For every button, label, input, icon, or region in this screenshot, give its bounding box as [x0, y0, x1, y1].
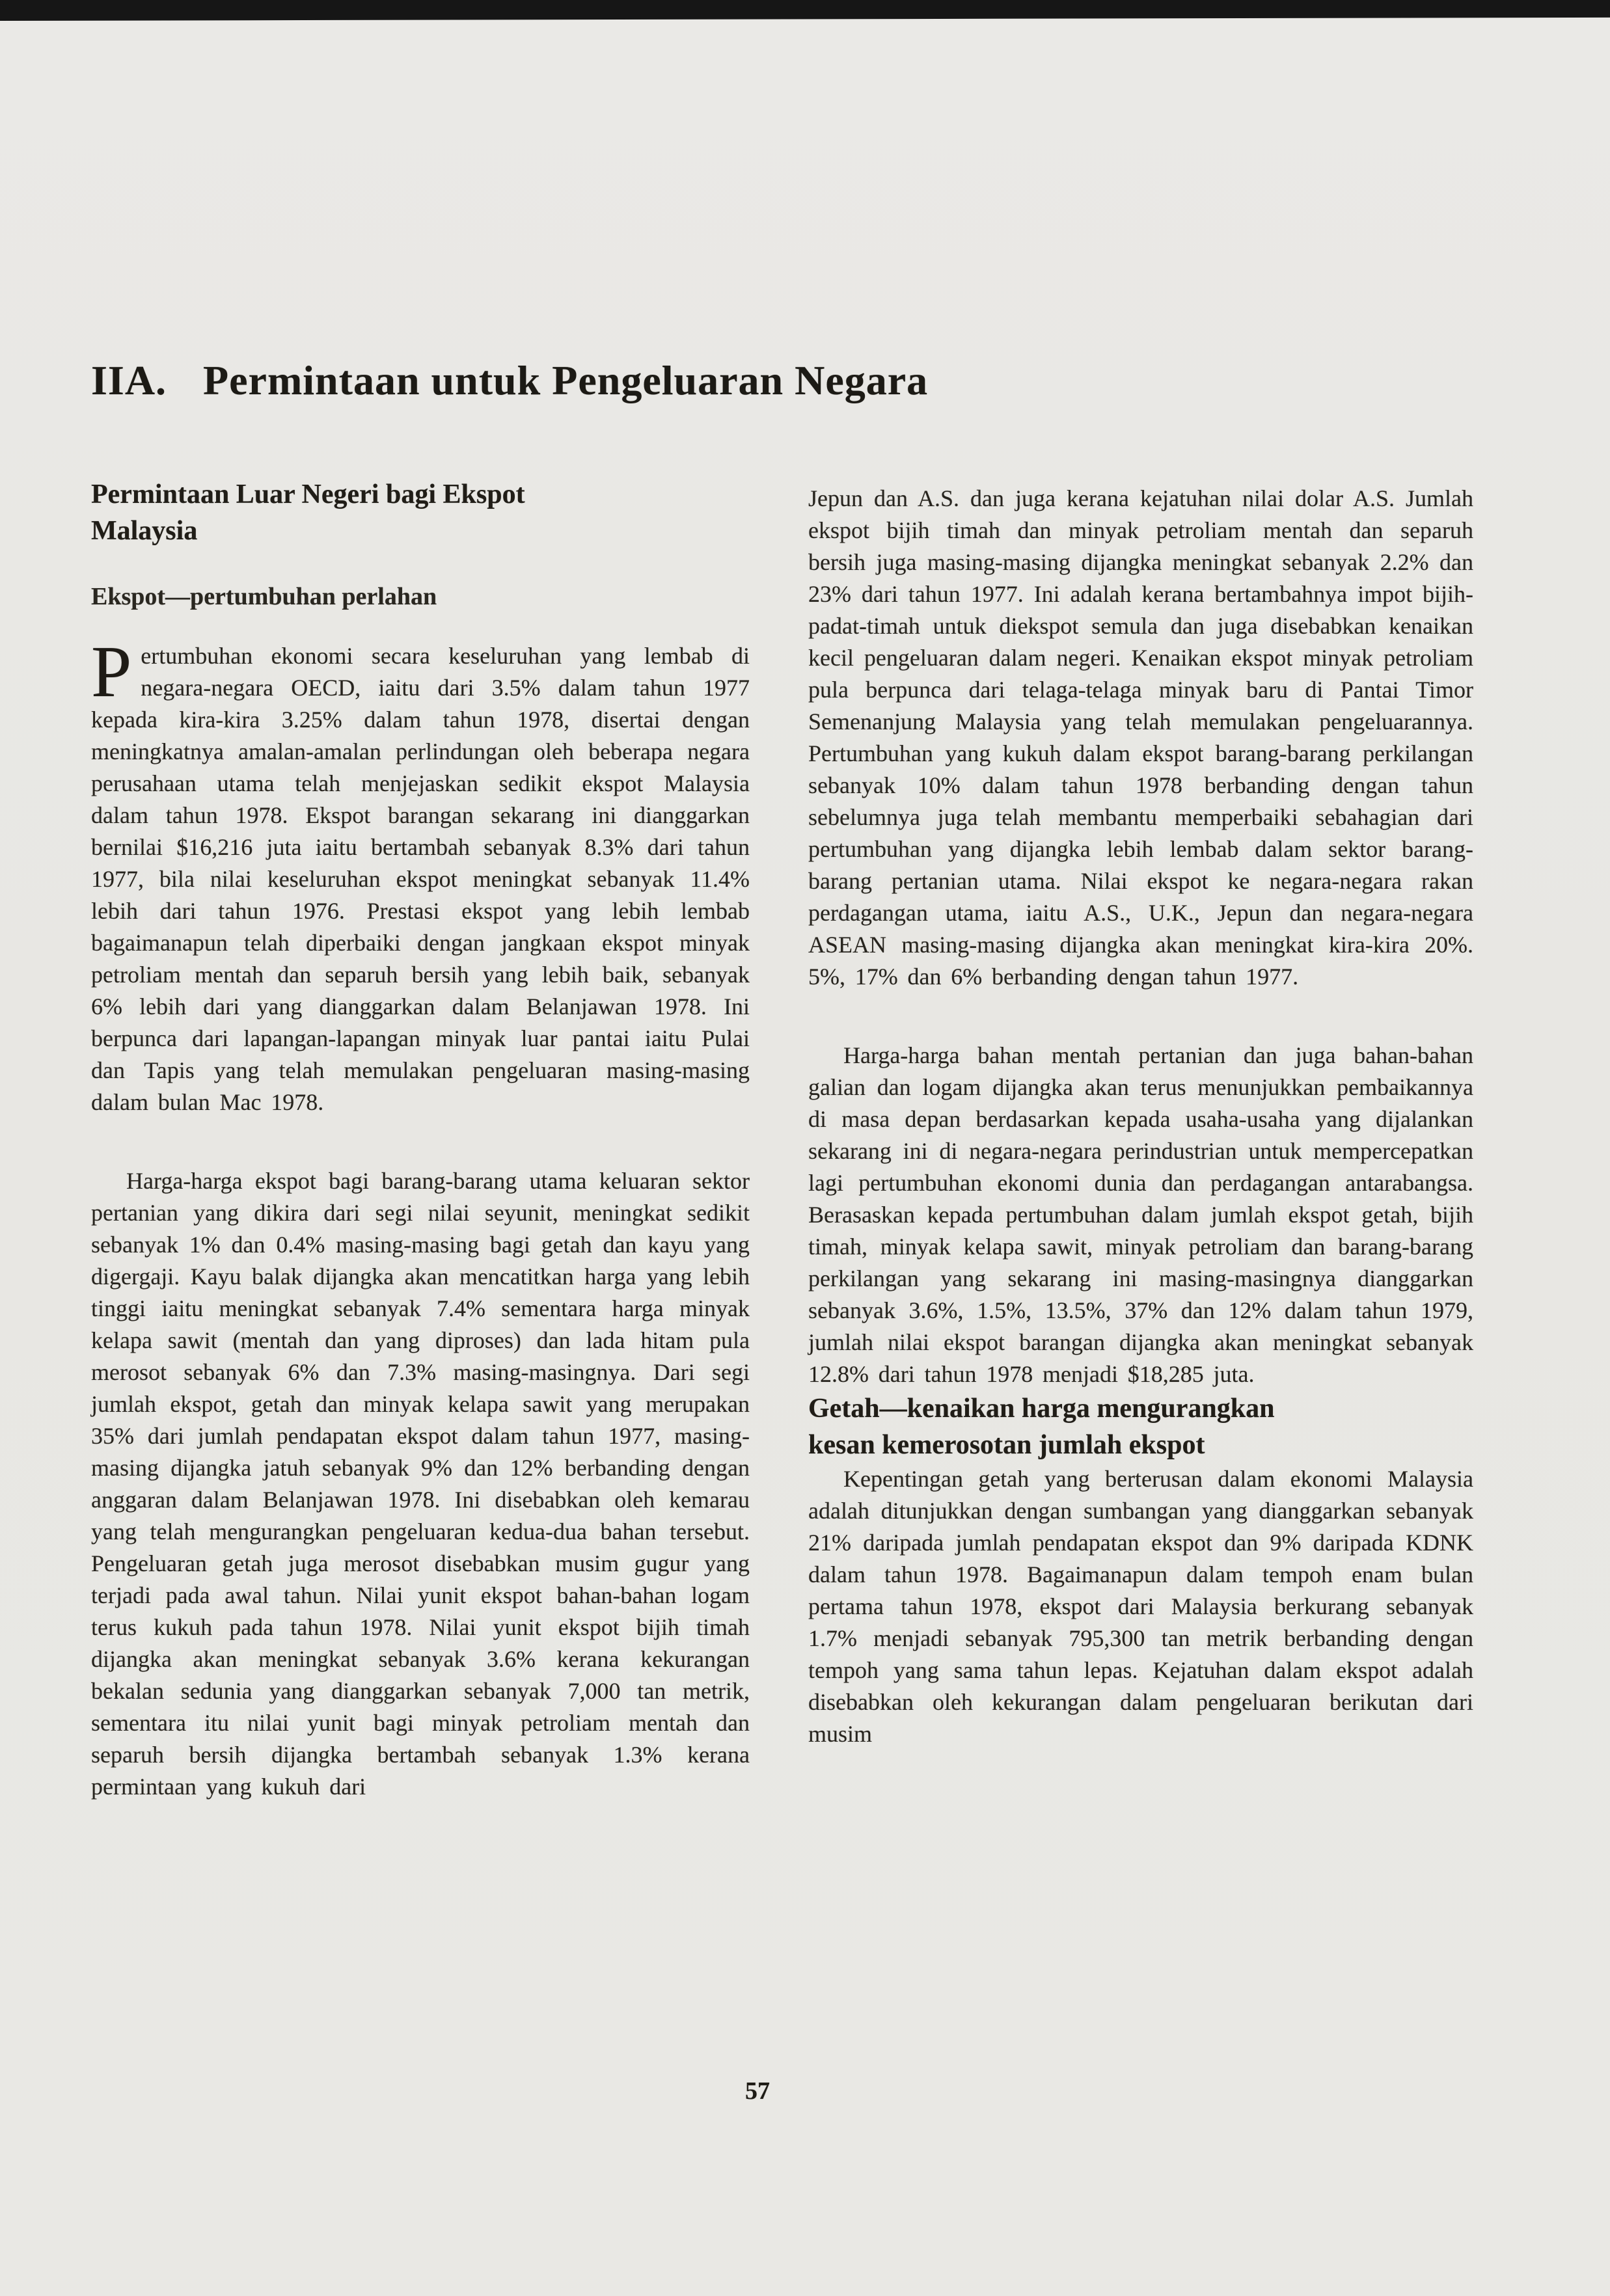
paragraph-text: ertumbuhan ekonomi secara keseluruhan yang lembab di negara-negara OECD, iaitu dari 3.5% dalam tahun 1977 kepada kira-kira 3.25% dalam tahun 1978, disertai dengan meningkatnya amalan-amalan perlindungan oleh beberapa negara perusahaan utama telah menjejaskan sedikit ekspot Malaysia dalam tahun 1978. Ekspot barangan sekarang ini dianggarkan bernilai $16,216 juta iaitu bertambah sebanyak 8.3% dari tahun 1977, bila nilai keseluruhan ekspot meningkat sebanyak 11.4% lebih dari tahun 1976. Prestasi ekspot yang lebih lembab bagaimanapun telah diperbaiki dengan jangkaan ekspot minyak petroliam mentah dan separuh bersih yang lebih baik, sebanyak 6% lebih dari yang dianggarkan dalam Belanjawan 1978. Ini berpunca dari lapangan-lapangan minyak luar pantai iaitu Pulai dan Tapis yang telah memulakan pengeluaran masing-masing dalam bulan Mac 1978.: [91, 643, 750, 1115]
section-title: Permintaan untuk Pengeluaran Negara: [203, 357, 929, 403]
page-number: 57: [745, 2077, 770, 2105]
right-column: [808, 483, 1473, 1750]
right-section-heading-line1: Getah—kenaikan harga mengurangkan: [808, 1394, 1275, 1424]
left-subsection-heading: Ekspot—pertumbuhan perlahan: [91, 583, 437, 610]
scan-edge-strip: [0, 0, 1610, 21]
paragraph-harga-bahan-mentah: Harga-harga bahan mentah pertanian dan juga bahan-bahan galian dan logam dijangka akan terus menunjukkan pembaikannya di masa depan berdasarkan kepada usaha-usaha yang dijalankan sekarang ini di negara-negara perindustrian untuk mempercepatkan lagi pertumbuhan ekonomi dunia dan perdagangan antarabangsa. Berasaskan kepada pertumbuhan dalam jumlah ekspot getah, bijih timah, minyak kelapa sawit, minyak petroliam dan barang-barang perkilangan yang sekarang ini masing-masingnya dianggarkan sebanyak 3.6%, 1.5%, 13.5%, 37% dan 12% dalam tahun 1979, jumlah nilai ekspot barangan dijangka akan meningkat sebanyak 12.8% dari tahun 1978 menjadi $18,285 juta.: [808, 1042, 1473, 1387]
dropcap-letter: P: [91, 632, 132, 712]
paragraph-ekspot-overview: [91, 632, 750, 1118]
page-title: [91, 357, 928, 405]
right-section-heading-line2: kesan kemerosotan jumlah ekspot: [808, 1430, 1205, 1460]
paragraph-kepentingan-getah: Kepentingan getah yang berterusan dalam ekonomi Malaysia adalah ditunjukkan dengan sumbangan yang dianggarkan sebanyak 21% daripada jumlah pendapatan ekspot dan 9% daripada KDNK dalam tahun 1978. Bagaimanapun dalam tempoh enam bulan pertama tahun 1978, ekspot dari Malaysia berkurang sebanyak 1.7% menjadi sebanyak 795,300 tan metrik berbanding dengan tempoh yang sama tahun lepas. Kejatuhan dalam ekspot adalah disebabkan oleh kekurangan dalam pengeluaran berikutan dari musim: [808, 1466, 1473, 1747]
left-section-heading-line2: Malaysia: [91, 516, 198, 546]
left-section-heading-line1: Permintaan Luar Negeri bagi Ekspot: [91, 479, 525, 509]
paragraph-jepun-continuation: Jepun dan A.S. dan juga kerana kejatuhan nilai dolar A.S. Jumlah ekspot bijih timah dan minyak petroliam mentah dan separuh bersih juga masing-masing dijangka meningkat sebanyak 2.2% dan 23% dari tahun 1977. Ini adalah kerana bertambahnya impot bijih-padat-timah untuk diekspot semula dan juga disebabkan kenaikan kecil pengeluaran dalam negeri. Kenaikan ekspot minyak petroliam pula berpunca dari telaga-telaga minyak baru di Pantai Timor Semenanjung Malaysia yang telah memulakan pengeluarannya. Pertumbuhan yang kukuh dalam ekspot barang-barang perkilangan sebanyak 10% dalam tahun 1978 berbanding dengan tahun sebelumnya juga telah membantu memperbaiki sebahagian dari pertumbuhan yang dijangka lebih lembab dalam sektor barang-barang pertanian utama. Nilai ekspot ke negara-negara rakan perdagangan utama, iaitu A.S., U.K., Jepun dan negara-negara ASEAN masing-masing dijangka akan meningkat kira-kira 20%. 5%, 17% dan 6% berbanding dengan tahun 1977.: [808, 485, 1473, 990]
left-column: [91, 476, 750, 1803]
paragraph-harga-ekspot: Harga-harga ekspot bagi barang-barang utama keluaran sektor pertanian yang dikira dari segi nilai seyunit, meningkat sedikit sebanyak 1% dan 0.4% masing-masing bagi getah dan kayu yang digergaji. Kayu balak dijangka akan mencatitkan harga yang lebih tinggi iaitu meningkat sebanyak 7.4% sementara harga minyak kelapa sawit (mentah dan yang diproses) dan lada hitam pula merosot sebanyak 6% dan 7.3% masing-masingnya. Dari segi jumlah ekspot, getah dan minyak kelapa sawit yang merupakan 35% dari jumlah pendapatan ekspot dalam tahun 1977, masing-masing dijangka jatuh sebanyak 9% dan 12% berbanding dengan anggaran dalam Belanjawan 1978. Ini disebabkan oleh kemarau yang telah mengurangkan pengeluaran kedua-dua bahan tersebut. Pengeluaran getah juga merosot disebabkan musim gugur yang terjadi pada awal tahun. Nilai yunit ekspot bahan-bahan logam terus kukuh pada tahun 1978. Nilai yunit ekspot bijih timah dijangka akan meningkat sebanyak 3.6% kerana kekurangan bekalan sedunia yang dianggarkan sebanyak 7,000 tan metrik, sementara itu nilai yunit bagi minyak petroliam mentah dan separuh bersih dijangka bertambah sebanyak 1.3% kerana permintaan yang kukuh dari: [91, 1168, 750, 1800]
section-number: IIA.: [91, 357, 167, 403]
left-section-heading: [91, 476, 750, 549]
right-section-heading: [808, 1390, 1473, 1463]
